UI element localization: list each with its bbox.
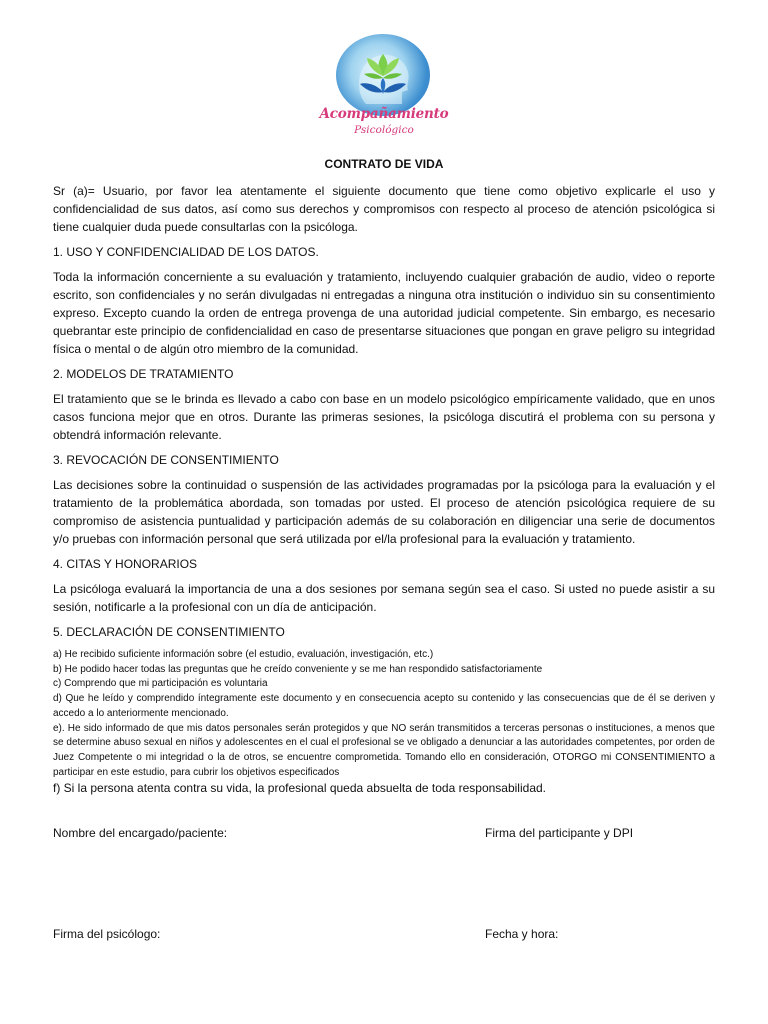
intro-paragraph: Sr (a)= Usuario, por favor lea atentamente el siguiente documento que tiene como objetivo explicarle el uso y confidencialidad de sus datos, así como sus derechos y compromisos con respecto al proceso de atención psicológica si tiene cualquier duda puede consultarlas con la psicóloga. <box>53 184 715 234</box>
logo-title: Acompañamiento <box>319 106 449 122</box>
consent-item: b) He podido hacer todas las preguntas que he creído conveniente y se me han respondido satisfactoriamente <box>53 663 543 675</box>
lotus-icon <box>336 34 430 116</box>
document-body <box>53 182 715 797</box>
section-text: Toda la información concerniente a su evaluación y tratamiento, incluyendo cualquier grabación de audio, video o reporte escrito, son confidenciales y no serán divulgadas ni entregadas a ninguna otra institución o individuo sin su consentimiento expreso. Excepto cuando la orden de entrega provenga de una autoridad judicial competente. Sin embargo, es necesario quebrantar este principio de confidencialidad en caso de presentarse situaciones que pongan en grave peligro su integridad física o mental o de algún otro miembro de la comunidad. <box>53 270 715 356</box>
section-heading: 5. DECLARACIÓN DE CONSENTIMIENTO <box>53 625 285 639</box>
logo-subtitle: Psicológico <box>354 124 414 136</box>
section-text: La psicóloga evaluará la importancia de una a dos sesiones por semana según sea el caso. Si usted no puede asistir a su sesión, notificarle a la profesional con un día de anticipación. <box>53 582 715 614</box>
patient-name-label: Nombre del encargado/paciente: <box>53 826 228 840</box>
consent-item: c) Comprendo que mi participación es voluntaria <box>53 678 268 690</box>
consent-items <box>53 648 715 797</box>
consent-item: e). He sido informado de que mis datos personales serán protegidos y que NO serán transmitidos a terceras personas o instituciones, a menos que se determine abuso sexual en niños y adolescentes en el cual el profesional se ve obligado a denunciar a las autoridades competentes, por orden de Juez Competente o mi integridad o la de otros, se encuentre comprometida. Tomando ello en consideración, OTORGO mi CONSENTIMIENTO a participar en este estudio, para cubrir los objetivos especificados <box>53 722 715 778</box>
section-text: Las decisiones sobre la continuidad o suspensión de las actividades programadas por la psicóloga para la evaluación y el tratamiento de la problemática abordada, son tomadas por usted. El proceso de atención psicológica requiere de su compromiso de asistencia puntualidad y participación además de su colaboración en diligenciar una serie de documentos y/o pruebas con información personal que será utilizada por el/la profesional para la evaluación y tratamiento. <box>53 478 715 546</box>
logo <box>318 30 450 148</box>
section-heading: 2. MODELOS DE TRATAMIENTO <box>53 367 234 381</box>
psychologist-signature-label: Firma del psicólogo: <box>53 927 161 941</box>
section-text: El tratamiento que se le brinda es llevado a cabo con base en un modelo psicológico empíricamente validado, que en unos casos funciona mejor que en otros. Durante las primeras sesiones, la psicóloga discutirá el problema con su persona y obtendrá información relevante. <box>53 392 715 442</box>
participant-signature-label: Firma del participante y DPI <box>485 826 634 840</box>
section-heading: 1. USO Y CONFIDENCIALIDAD DE LOS DATOS. <box>53 245 319 259</box>
consent-item: d) Que he leído y comprendido íntegramente este documento y en consecuencia acepto su contenido y las consecuencias que de él se deriven y accedo a lo anteriormente mencionado. <box>53 693 715 719</box>
date-time-label: Fecha y hora: <box>485 927 559 941</box>
document-title: CONTRATO DE VIDA <box>324 157 444 171</box>
consent-item-final: f) Si la persona atenta contra su vida, la profesional queda absuelta de toda responsabilidad. <box>53 781 546 796</box>
consent-item: a) He recibido suficiente información sobre (el estudio, evaluación, investigación, etc.) <box>53 649 434 660</box>
section-heading: 4. CITAS Y HONORARIOS <box>53 557 198 571</box>
section-heading: 3. REVOCACIÓN DE CONSENTIMIENTO <box>53 453 279 467</box>
